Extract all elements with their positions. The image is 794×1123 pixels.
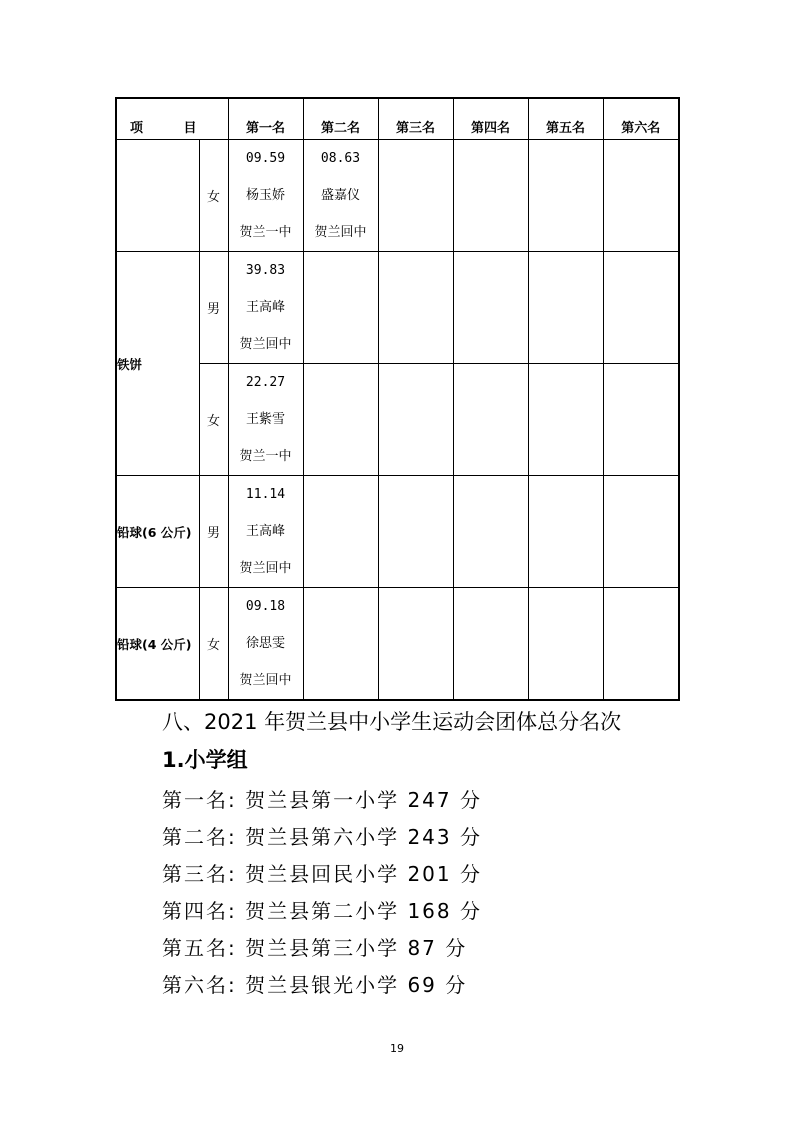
empty-cell — [528, 140, 603, 252]
empty-cell — [303, 588, 378, 701]
table-row — [116, 476, 679, 588]
empty-cell — [603, 140, 679, 252]
gender-cell: 女 — [199, 588, 228, 701]
event-cell: 铅球(4 公斤) — [116, 588, 199, 701]
header-item: 项 目 — [116, 98, 228, 140]
table-row — [116, 364, 679, 476]
empty-cell — [453, 252, 528, 364]
section-heading: 八、2021 年贺兰县中小学生运动会团体总分名次 — [162, 710, 622, 734]
school-name: 贺兰回中 — [239, 561, 292, 576]
empty-cell — [603, 476, 679, 588]
gender-cell: 女 — [199, 364, 228, 476]
header-rank-4: 第四名 — [453, 98, 528, 140]
empty-cell — [453, 588, 528, 701]
table-header-row — [116, 98, 679, 140]
school-name: 贺兰回中 — [239, 673, 292, 688]
empty-cell — [378, 476, 453, 588]
ranking-list — [162, 783, 482, 1005]
athlete-name: 王高峰 — [245, 524, 285, 539]
gender-cell: 女 — [199, 140, 228, 252]
athlete-name: 王高峰 — [245, 300, 285, 315]
empty-cell — [453, 364, 528, 476]
score: 09.59 — [245, 151, 286, 166]
empty-cell — [528, 252, 603, 364]
place-cell — [228, 252, 303, 364]
gender-cell: 男 — [199, 252, 228, 364]
header-rank-6: 第六名 — [603, 98, 679, 140]
place-cell — [228, 588, 303, 701]
empty-cell — [603, 588, 679, 701]
empty-cell — [528, 476, 603, 588]
ranking-item: 第五名: 贺兰县第三小学 87 分 — [162, 936, 468, 960]
table-row — [116, 588, 679, 701]
empty-cell — [378, 252, 453, 364]
empty-cell — [378, 140, 453, 252]
school-name: 贺兰回中 — [239, 337, 292, 352]
ranking-item: 第三名: 贺兰县回民小学 201 分 — [162, 862, 482, 886]
ranking-item: 第二名: 贺兰县第六小学 243 分 — [162, 825, 482, 849]
athlete-name: 杨玉娇 — [245, 188, 285, 203]
gender-cell: 男 — [199, 476, 228, 588]
empty-cell — [303, 476, 378, 588]
header-rank-2: 第二名 — [303, 98, 378, 140]
ranking-item: 第六名: 贺兰县银光小学 69 分 — [162, 973, 468, 997]
ranking-item: 第四名: 贺兰县第二小学 168 分 — [162, 899, 482, 923]
empty-cell — [453, 140, 528, 252]
empty-cell — [378, 364, 453, 476]
score: 09.18 — [245, 599, 286, 614]
empty-cell — [603, 252, 679, 364]
score: 11.14 — [245, 487, 286, 502]
score: 39.83 — [245, 263, 286, 278]
results-table — [115, 97, 680, 701]
header-rank-1: 第一名 — [228, 98, 303, 140]
empty-cell — [528, 588, 603, 701]
athlete-name: 盛嘉仪 — [320, 188, 360, 203]
school-name: 贺兰一中 — [239, 449, 292, 464]
empty-cell — [453, 476, 528, 588]
ranking-item: 第一名: 贺兰县第一小学 247 分 — [162, 788, 482, 812]
header-rank-5: 第五名 — [528, 98, 603, 140]
empty-cell — [303, 252, 378, 364]
score: 08.63 — [320, 151, 361, 166]
empty-cell — [303, 364, 378, 476]
table-row — [116, 140, 679, 252]
place-cell — [228, 140, 303, 252]
athlete-name: 徐思雯 — [245, 636, 285, 651]
score: 22.27 — [245, 375, 286, 390]
event-cell — [116, 140, 199, 252]
empty-cell — [603, 364, 679, 476]
place-cell — [303, 140, 378, 252]
page-number: 19 — [390, 1042, 404, 1055]
subsection-heading: 1.小学组 — [162, 748, 248, 772]
school-name: 贺兰回中 — [314, 225, 367, 240]
table-row — [116, 252, 679, 364]
event-cell: 铁饼 — [116, 252, 199, 476]
event-cell: 铅球(6 公斤) — [116, 476, 199, 588]
empty-cell — [528, 364, 603, 476]
place-cell — [228, 364, 303, 476]
athlete-name: 王紫雪 — [245, 412, 285, 427]
place-cell — [228, 476, 303, 588]
header-rank-3: 第三名 — [378, 98, 453, 140]
empty-cell — [378, 588, 453, 701]
school-name: 贺兰一中 — [239, 225, 292, 240]
